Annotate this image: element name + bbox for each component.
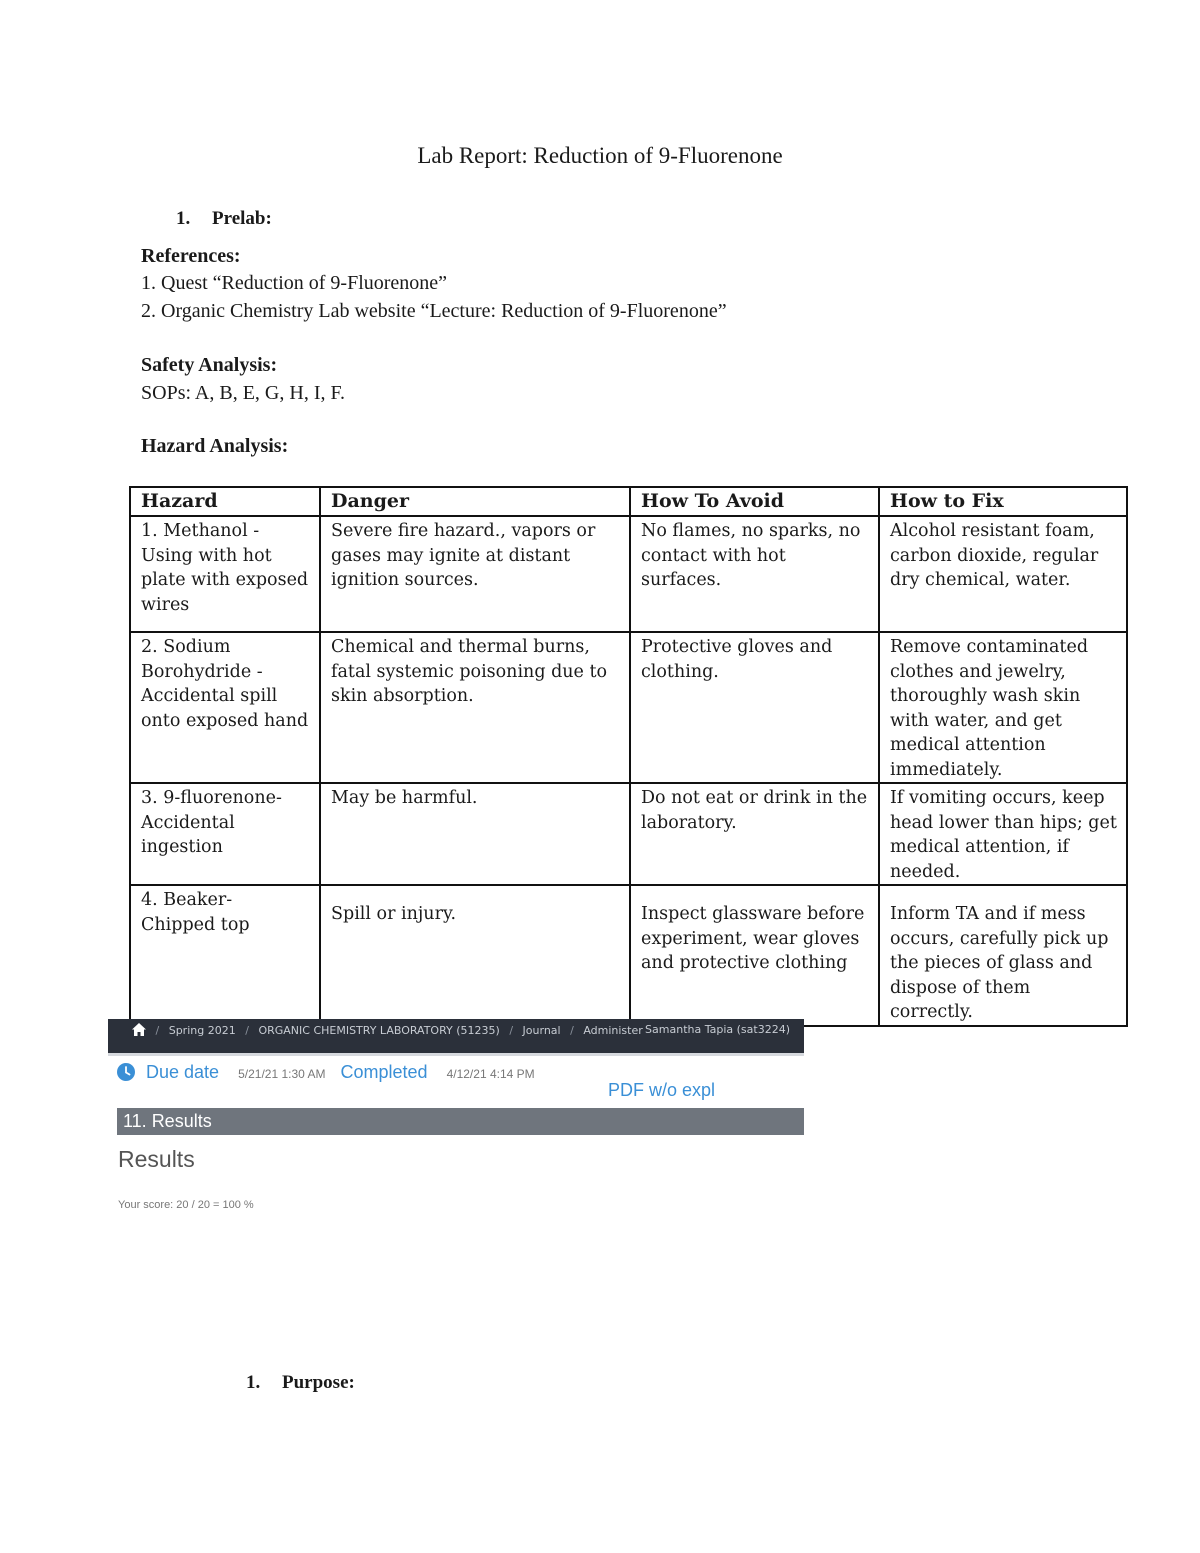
- fix-cell: Remove contaminated clothes and jewelry, thoroughly wash skin with water, and get medical attention immediately.: [879, 632, 1127, 783]
- table-header-row: [130, 487, 1127, 516]
- hazard-table: [129, 486, 1128, 1027]
- completed-value: 4/12/21 4:14 PM: [446, 1067, 535, 1081]
- fix-cell: Inform TA and if mess occurs, carefully pick up the pieces of glass and dispose of them correctly.: [879, 885, 1127, 1026]
- danger-cell: Severe fire hazard., vapors or gases may ignite at distant ignition sources.: [320, 516, 630, 632]
- breadcrumb-item-course[interactable]: ORGANIC CHEMISTRY LABORATORY (51235): [258, 1024, 500, 1037]
- embedded-nav-bar: [108, 1019, 804, 1056]
- table-row: [130, 885, 1127, 1026]
- breadcrumb-separator: /: [155, 1024, 160, 1037]
- table-row: [130, 632, 1127, 783]
- breadcrumb: [132, 1023, 649, 1037]
- table-row: [130, 516, 1127, 632]
- results-title: Results: [118, 1146, 195, 1172]
- avoid-cell: Do not eat or drink in the laboratory.: [630, 783, 879, 885]
- completed-label: Completed: [340, 1062, 428, 1082]
- due-date-value: 5/21/21 1:30 AM: [238, 1067, 326, 1081]
- avoid-cell: Protective gloves and clothing.: [630, 632, 879, 783]
- reference-item: 2. Organic Chemistry Lab website “Lecture: Reduction of 9-Fluorenone”: [141, 300, 727, 322]
- due-completed-row: [117, 1062, 535, 1083]
- results-section-bar[interactable]: 11. Results: [117, 1108, 804, 1135]
- breadcrumb-separator: /: [570, 1024, 574, 1037]
- hazard-cell: 3. 9-fluorenone- Accidental ingestion: [130, 783, 320, 885]
- header-danger: Danger: [320, 487, 630, 516]
- breadcrumb-item-term[interactable]: Spring 2021: [168, 1024, 236, 1037]
- header-hazard: Hazard: [130, 487, 320, 516]
- safety-analysis-label: Safety Analysis:: [141, 354, 278, 376]
- hazard-cell: 2. Sodium Borohydride - Accidental spill onto exposed hand: [130, 632, 320, 783]
- breadcrumb-item-journal[interactable]: Journal: [522, 1024, 561, 1037]
- breadcrumb-separator: /: [509, 1024, 514, 1037]
- user-name[interactable]: Samantha Tapia (sat3224): [645, 1023, 790, 1036]
- score-text: Your score: 20 / 20 = 100 %: [118, 1199, 254, 1211]
- prelab-number: 1.: [176, 208, 191, 229]
- fix-cell: Alcohol resistant foam, carbon dioxide, regular dry chemical, water.: [879, 516, 1127, 632]
- table-row: [130, 783, 1127, 885]
- safety-sops-text: SOPs: A, B, E, G, H, I, F.: [141, 382, 345, 404]
- home-icon[interactable]: [132, 1024, 150, 1037]
- breadcrumb-separator: /: [245, 1024, 249, 1037]
- hazard-analysis-label: Hazard Analysis:: [141, 435, 289, 457]
- due-date-label: Due date: [146, 1062, 220, 1082]
- purpose-heading: [246, 1372, 355, 1394]
- reference-item: 1. Quest “Reduction of 9-Fluorenone”: [141, 272, 448, 294]
- purpose-label: Purpose:: [282, 1372, 355, 1393]
- danger-cell: Chemical and thermal burns, fatal systemic poisoning due to skin absorption.: [320, 632, 630, 783]
- danger-cell: Spill or injury.: [320, 885, 630, 1026]
- pdf-without-explanation-link[interactable]: PDF w/o expl: [608, 1080, 716, 1100]
- fix-cell: If vomiting occurs, keep head lower than hips; get medical attention, if needed.: [879, 783, 1127, 885]
- danger-cell: May be harmful.: [320, 783, 630, 885]
- header-how-to-fix: How to Fix: [879, 487, 1127, 516]
- header-how-to-avoid: How To Avoid: [630, 487, 879, 516]
- avoid-cell: No flames, no sparks, no contact with hot surfaces.: [630, 516, 879, 632]
- prelab-heading: [176, 208, 272, 230]
- clock-icon: [117, 1062, 146, 1082]
- hazard-cell: 4. Beaker- Chipped top: [130, 885, 320, 1026]
- document-title: Lab Report: Reduction of 9-Fluorenone: [417, 143, 783, 168]
- breadcrumb-item-administer[interactable]: Administer: [583, 1024, 643, 1037]
- hazard-cell: 1. Methanol - Using with hot plate with exposed wires: [130, 516, 320, 632]
- avoid-cell: Inspect glassware before experiment, wear gloves and protective clothing: [630, 885, 879, 1026]
- purpose-number: 1.: [246, 1372, 261, 1393]
- references-label: References:: [141, 245, 241, 267]
- prelab-label: Prelab:: [212, 208, 272, 229]
